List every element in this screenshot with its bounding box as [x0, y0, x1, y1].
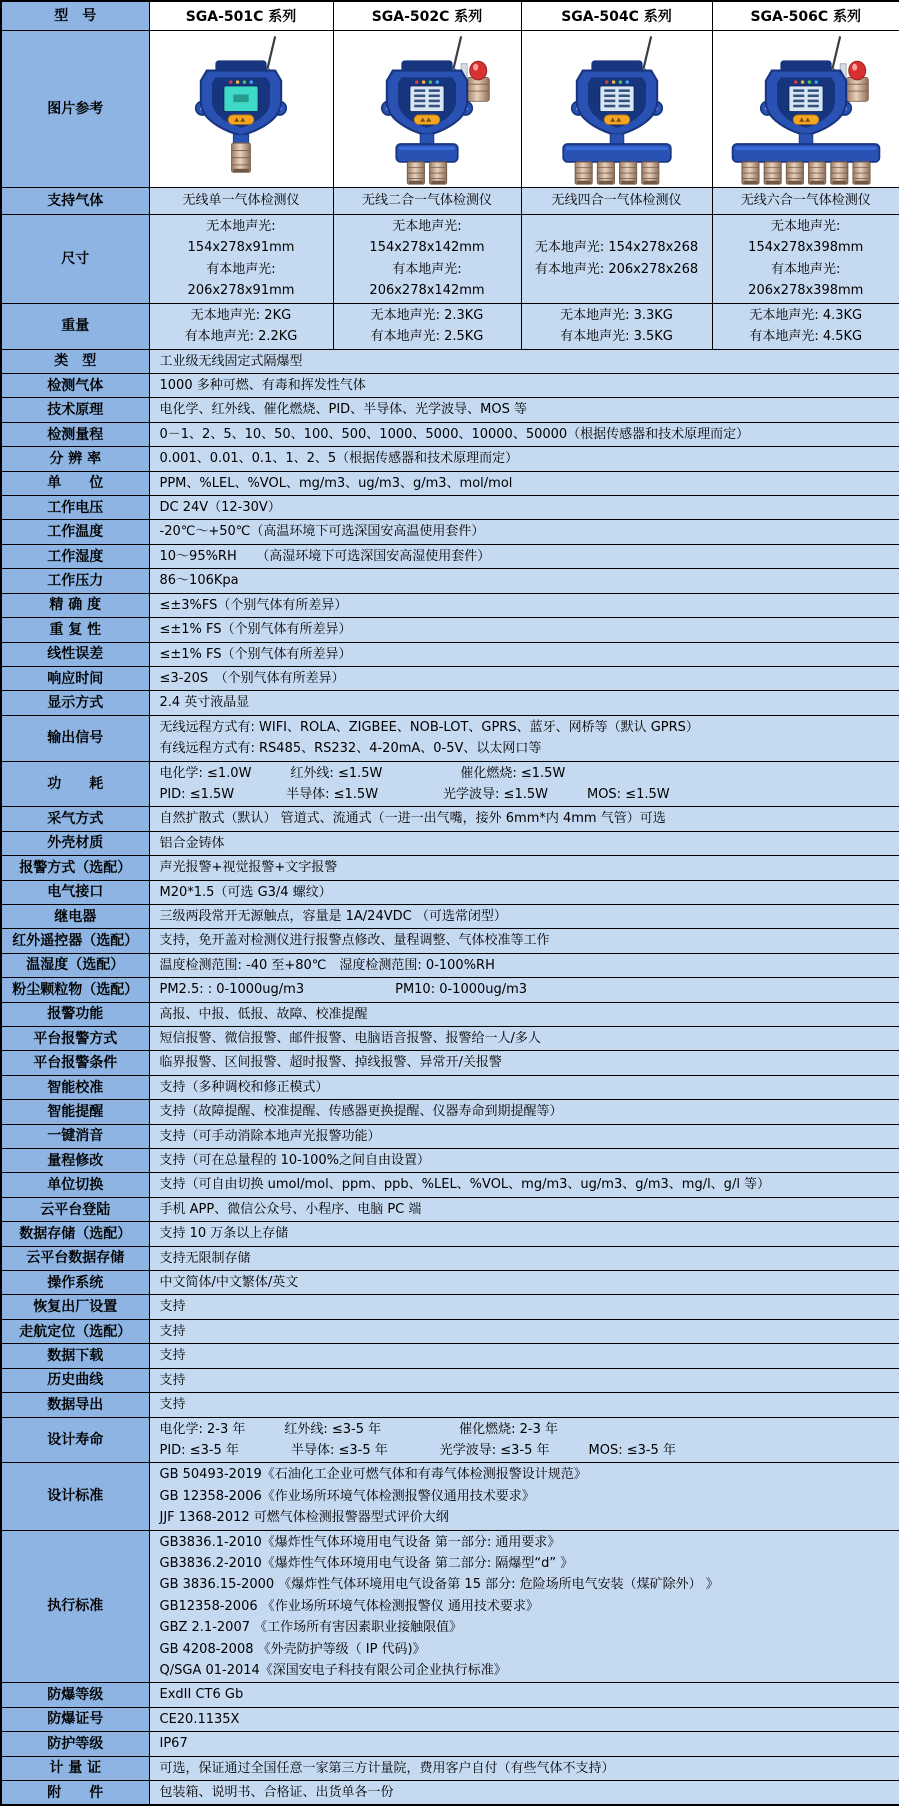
spec-row-label: 工作湿度	[1, 544, 149, 568]
spec-row-label: 平台报警方式	[1, 1027, 149, 1051]
spec-row-label: 智能提醒	[1, 1100, 149, 1124]
spec-row-value	[149, 1707, 899, 1731]
spec-line: PPM、%LEL、%VOL、mg/m3、ug/m3、g/m3、mol/mol	[159, 475, 513, 491]
spec-row-value	[149, 953, 899, 977]
spec-row-value	[149, 666, 899, 690]
model-name-sga-501c: SGA-501C 系列	[149, 1, 333, 31]
spec-row	[1, 1732, 899, 1756]
spec-row-value	[149, 1173, 899, 1197]
quad-line: 无本地声光: 2KG	[190, 307, 292, 323]
spec-row-value	[149, 1149, 899, 1173]
spec-row-label: 计 量 证	[1, 1756, 149, 1780]
spec-row	[1, 1197, 899, 1221]
quad-line: 有本地声光: 206x278x91mm	[187, 261, 295, 299]
spec-rows-body	[1, 349, 899, 1805]
spec-row-label: 数据下载	[1, 1344, 149, 1368]
spec-line: GB 50493-2019《石油化工企业可燃气体和有毒气体检测报警设计规范》	[159, 1467, 587, 1483]
quad-cell	[712, 215, 899, 304]
spec-row-value	[149, 618, 899, 642]
spec-line: 铝合金铸体	[159, 835, 225, 851]
spec-row	[1, 593, 899, 617]
model-name-sga-506c: SGA-506C 系列	[712, 1, 899, 31]
spec-row-label: 电气接口	[1, 880, 149, 904]
weight-row	[1, 303, 899, 349]
spec-row-label: 操作系统	[1, 1271, 149, 1295]
spec-row-label: 工作压力	[1, 569, 149, 593]
spec-row-value	[149, 929, 899, 953]
spec-row	[1, 856, 899, 880]
spec-row-value	[149, 422, 899, 446]
spec-row	[1, 642, 899, 666]
spec-line: 工业级无线固定式隔爆型	[159, 353, 303, 369]
spec-row	[1, 1368, 899, 1392]
spec-row-label: 报警功能	[1, 1002, 149, 1026]
spec-row-value	[149, 1463, 899, 1530]
spec-row-label: 技术原理	[1, 398, 149, 422]
spec-line: IP67	[159, 1736, 188, 1752]
spec-line: 支持（故障提醒、校准提醒、传感器更换提醒、仪器寿命到期提醒等）	[159, 1104, 563, 1120]
spec-row-value	[149, 1075, 899, 1099]
spec-row-label: 响应时间	[1, 666, 149, 690]
spec-row-value	[149, 807, 899, 831]
spec-line: 0.001、0.01、0.1、1、2、5（根据传感器和技术原理而定）	[159, 451, 519, 467]
spec-row-label: 附 件	[1, 1781, 149, 1806]
image-row-label: 图片参考	[1, 31, 149, 188]
spec-row	[1, 422, 899, 446]
spec-row-value	[149, 1344, 899, 1368]
quad-line: 无线单一气体检测仪	[182, 193, 300, 209]
product-image	[149, 31, 333, 188]
spec-row	[1, 1393, 899, 1417]
dimensions-row	[1, 215, 899, 304]
spec-line: 温度检测范围: -40 至+80℃ 湿度检测范围: 0-100%RH	[159, 957, 495, 973]
spec-row-label: 平台报警条件	[1, 1051, 149, 1075]
quad-cell	[149, 188, 333, 215]
spec-row	[1, 978, 899, 1002]
spec-row-value	[149, 1271, 899, 1295]
spec-line: ≤±3%FS（个别气体有所差异）	[159, 597, 348, 613]
spec-row	[1, 880, 899, 904]
spec-line: GB 3836.15-2000 《爆炸性气体环境用电气设备第 15 部分: 危险场所电气安装（煤矿除外） 》	[159, 1577, 719, 1593]
spec-line: 电化学: ≤1.0W 红外线: ≤1.5W 催化燃烧: ≤1.5W	[159, 765, 566, 781]
spec-row-label: 单位切换	[1, 1173, 149, 1197]
spec-line: PM2.5: : 0-1000ug/m3 PM10: 0-1000ug/m3	[159, 982, 528, 998]
quad-line: 有本地声光: 206x278x142mm	[369, 261, 485, 299]
spec-row-value	[149, 1368, 899, 1392]
model-name-sga-504c: SGA-504C 系列	[521, 1, 712, 31]
quad-line: 有本地声光: 206x278x398mm	[748, 261, 864, 299]
spec-line: 10～95%RH （高湿环境下可选深国安高湿使用套件）	[159, 548, 491, 564]
spec-line: 86～106Kpa	[159, 573, 239, 589]
product-image	[333, 31, 521, 188]
quad-cell	[521, 303, 712, 349]
spec-row-value	[149, 496, 899, 520]
spec-row	[1, 1756, 899, 1780]
spec-row-label: 类 型	[1, 349, 149, 373]
spec-line: GBZ 2.1-2007 《工作场所有害因素职业接触限值》	[159, 1620, 463, 1636]
spec-row-label: 输出信号	[1, 715, 149, 761]
model-name-sga-502c: SGA-502C 系列	[333, 1, 521, 31]
spec-row-value	[149, 1246, 899, 1270]
spec-row	[1, 1051, 899, 1075]
spec-row	[1, 1707, 899, 1731]
spec-line: PID: ≤3-5 年 半导体: ≤3-5 年 光学波导: ≤3-5 年 MOS: ≤3-5 年	[159, 1442, 676, 1458]
spec-row-value	[149, 1530, 899, 1683]
spec-row-label: 重 复 性	[1, 618, 149, 642]
spec-row-value	[149, 544, 899, 568]
spec-line: GB 4208-2008 《外壳防护等级（ IP 代码)》	[159, 1641, 426, 1657]
spec-line: 中文简体/中文繁体/英文	[159, 1275, 299, 1291]
spec-row	[1, 1417, 899, 1463]
spec-row	[1, 831, 899, 855]
quad-cell	[333, 215, 521, 304]
spec-row-label: 粉尘颗粒物（选配）	[1, 978, 149, 1002]
spec-row-value	[149, 447, 899, 471]
spec-row	[1, 1124, 899, 1148]
spec-row-value	[149, 471, 899, 495]
spec-line: CE20.1135X	[159, 1711, 240, 1727]
spec-row-value	[149, 1027, 899, 1051]
spec-row	[1, 447, 899, 471]
spec-row-value	[149, 1100, 899, 1124]
spec-row	[1, 1100, 899, 1124]
spec-line: 支持，免开盖对检测仪进行报警点修改、量程调整、气体校准等工作	[159, 933, 550, 949]
spec-row-value	[149, 691, 899, 715]
spec-row-label: 采气方式	[1, 807, 149, 831]
spec-row-label: 继电器	[1, 904, 149, 928]
spec-row	[1, 1319, 899, 1343]
spec-row	[1, 1002, 899, 1026]
spec-line: 支持	[159, 1299, 186, 1315]
spec-line: 包装箱、说明书、合格证、出货单各一份	[159, 1785, 394, 1800]
spec-row-value	[149, 349, 899, 373]
spec-row	[1, 374, 899, 398]
spec-row-value	[149, 1124, 899, 1148]
spec-line: 电化学: 2-3 年 红外线: ≤3-5 年 催化燃烧: 2-3 年	[159, 1421, 559, 1437]
spec-line: 支持	[159, 1348, 186, 1364]
gas-detector-illustration	[151, 33, 331, 185]
spec-line: PID: ≤1.5W 半导体: ≤1.5W 光学波导: ≤1.5W MOS: ≤1.5W	[159, 786, 670, 802]
spec-line: 无线远程方式有: WIFI、ROLA、ZIGBEE、NOB-LOT、GPRS、蓝牙、网桥等（默认 GPRS）	[159, 719, 699, 735]
spec-row	[1, 807, 899, 831]
spec-row-value	[149, 1417, 899, 1463]
spec-line: 电化学、红外线、催化燃烧、PID、半导体、光学波导、MOS 等	[159, 402, 528, 418]
spec-line: GB3836.2-2010《爆炸性气体环境用电气设备 第二部分: 隔爆型“d” 》	[159, 1555, 574, 1571]
supported-gas-row	[1, 188, 899, 215]
spec-row	[1, 398, 899, 422]
product-image	[521, 31, 712, 188]
spec-row	[1, 953, 899, 977]
spec-row-label: 云平台登陆	[1, 1197, 149, 1221]
spec-row	[1, 496, 899, 520]
quad-line: 无本地声光: 154x278x398mm	[748, 219, 864, 256]
model-header-row	[1, 1, 899, 31]
spec-row-label: 设计标准	[1, 1463, 149, 1530]
spec-row-label: 历史曲线	[1, 1368, 149, 1392]
spec-line: ≤3-20S （个别气体有所差异）	[159, 670, 345, 686]
quad-line: 无本地声光: 154x278x142mm	[369, 219, 485, 256]
spec-row-label: 设计寿命	[1, 1417, 149, 1463]
quad-cell	[333, 188, 521, 215]
spec-row-value	[149, 642, 899, 666]
spec-row-label: 显示方式	[1, 691, 149, 715]
spec-line: 三级两段常开无源触点，容量是 1A/24VDC （可选常闭型）	[159, 908, 507, 924]
spec-row-label: 防护等级	[1, 1732, 149, 1756]
quad-row-label: 支持气体	[1, 188, 149, 215]
spec-line: 支持（多种调校和修正模式）	[159, 1079, 329, 1095]
spec-row-label: 防爆等级	[1, 1683, 149, 1707]
spec-row	[1, 1173, 899, 1197]
spec-row-value	[149, 1051, 899, 1075]
spec-row-label: 工作温度	[1, 520, 149, 544]
spec-row	[1, 1222, 899, 1246]
spec-line: 支持（可手动消除本地声光报警功能）	[159, 1128, 381, 1144]
quad-row-label: 重量	[1, 303, 149, 349]
quad-line: 无线二合一气体检测仪	[361, 193, 492, 209]
quad-line: 无本地声光: 154x278x268	[534, 240, 699, 256]
spec-row-value	[149, 569, 899, 593]
spec-row-value	[149, 715, 899, 761]
spec-row-label: 外壳材质	[1, 831, 149, 855]
spec-row-label: 恢复出厂设置	[1, 1295, 149, 1319]
spec-row-value	[149, 1222, 899, 1246]
spec-line: GB 12358-2006《作业场所环境气体检测报警仪通用技术要求》	[159, 1488, 535, 1504]
quad-line: 无本地声光: 154x278x91mm	[187, 219, 295, 256]
spec-line: Q/SGA 01-2014《深国安电子科技有限公司企业执行标准》	[159, 1662, 507, 1678]
spec-row-label: 分 辨 率	[1, 447, 149, 471]
spec-row-value	[149, 978, 899, 1002]
spec-row	[1, 1530, 899, 1683]
spec-row-label: 智能校准	[1, 1075, 149, 1099]
spec-row	[1, 1295, 899, 1319]
quad-cell	[521, 188, 712, 215]
spec-line: 支持无限制存储	[159, 1250, 251, 1266]
spec-line: 支持 10 万条以上存储	[159, 1226, 289, 1242]
spec-row-value	[149, 1732, 899, 1756]
quad-cell	[712, 188, 899, 215]
spec-line: 有线远程方式有: RS485、RS232、4-20mA、0-5V、以太网口等	[159, 741, 542, 757]
spec-line: GB3836.1-2010《爆炸性气体环境用电气设备 第一部分: 通用要求》	[159, 1534, 561, 1550]
spec-row	[1, 1149, 899, 1173]
spec-row	[1, 761, 899, 807]
quad-row-label: 尺寸	[1, 215, 149, 304]
spec-row-label: 工作电压	[1, 496, 149, 520]
quad-line: 有本地声光: 206x278x268	[534, 261, 699, 277]
quad-line: 有本地声光: 2.2KG	[184, 329, 298, 345]
header-label: 型 号	[1, 1, 149, 31]
spec-line: 2.4 英寸液晶显	[159, 695, 250, 711]
spec-row-label: 云平台数据存储	[1, 1246, 149, 1270]
spec-row	[1, 544, 899, 568]
spec-row	[1, 1781, 899, 1806]
spec-line: JJF 1368-2012 可燃气体检测报警器型式评价大纲	[159, 1510, 449, 1526]
product-image	[712, 31, 899, 188]
quad-line: 有本地声光: 2.5KG	[370, 329, 484, 345]
spec-row-label: 走航定位（选配）	[1, 1319, 149, 1343]
spec-line: 可选，保证通过全国任意一家第三方计量院，费用客户自付（有些气体不支持）	[159, 1760, 615, 1776]
quad-cell	[149, 215, 333, 304]
spec-row-label: 防爆证号	[1, 1707, 149, 1731]
quad-line: 有本地声光: 3.5KG	[560, 329, 673, 345]
spec-row	[1, 1027, 899, 1051]
spec-line: 短信报警、微信报警、邮件报警、电脑语音报警、报警给一人/多人	[159, 1031, 541, 1046]
quad-line: 无本地声光: 2.3KG	[370, 307, 484, 323]
spec-row-label: 报警方式（选配）	[1, 856, 149, 880]
spec-row-value	[149, 1002, 899, 1026]
spec-line: GB12358-2006 《作业场所环境气体检测报警仪 通用技术要求》	[159, 1598, 539, 1614]
gas-detector-illustration	[527, 33, 707, 185]
quad-cell	[712, 303, 899, 349]
quad-cell	[521, 215, 712, 304]
spec-row-value	[149, 1319, 899, 1343]
spec-row-value	[149, 856, 899, 880]
spec-row	[1, 1344, 899, 1368]
spec-line: 手机 APP、微信公众号、小程序、电脑 PC 端	[159, 1201, 422, 1217]
spec-row-value	[149, 398, 899, 422]
spec-row	[1, 929, 899, 953]
spec-line: 声光报警+视觉报警+文字报警	[159, 860, 338, 876]
spec-row-value	[149, 880, 899, 904]
spec-line: ≤±1% FS（个别气体有所差异）	[159, 622, 352, 638]
spec-row	[1, 715, 899, 761]
spec-line: 临界报警、区间报警、超时报警、掉线报警、异常开/关报警	[159, 1055, 502, 1071]
spec-row-label: 精 确 度	[1, 593, 149, 617]
spec-row-label: 线性误差	[1, 642, 149, 666]
spec-row-label: 单 位	[1, 471, 149, 495]
spec-row-label: 红外遥控器（选配）	[1, 929, 149, 953]
spec-line: 0－1、2、5、10、50、100、500、1000、5000、10000、50000（根据传感器和技术原理而定）	[159, 426, 750, 442]
spec-row	[1, 1271, 899, 1295]
quad-line: 无线六合一气体检测仪	[740, 193, 871, 209]
spec-row-label: 功 耗	[1, 761, 149, 807]
spec-line: 支持	[159, 1372, 186, 1388]
spec-row	[1, 1246, 899, 1270]
spec-row-label: 数据导出	[1, 1393, 149, 1417]
spec-row	[1, 666, 899, 690]
spec-line: -20℃～+50℃（高温环境下可选深国安高温使用套件）	[159, 524, 485, 540]
quad-cell	[149, 303, 333, 349]
quad-line: 无本地声光: 3.3KG	[560, 307, 673, 323]
spec-line: ≤±1% FS（个别气体有所差异）	[159, 646, 352, 662]
spec-row	[1, 691, 899, 715]
spec-row-value	[149, 831, 899, 855]
spec-line: 支持	[159, 1323, 186, 1339]
spec-row-label: 数据存储（选配）	[1, 1222, 149, 1246]
spec-line: 高报、中报、低报、故障、校准提醒	[159, 1006, 368, 1022]
spec-row-label: 一键消音	[1, 1124, 149, 1148]
spec-row-value	[149, 1781, 899, 1806]
spec-row	[1, 904, 899, 928]
quad-line: 有本地声光: 4.5KG	[749, 329, 863, 345]
spec-row	[1, 618, 899, 642]
spec-row-value	[149, 904, 899, 928]
spec-row	[1, 1683, 899, 1707]
spec-row-value	[149, 1683, 899, 1707]
spec-row-label: 温湿度（选配）	[1, 953, 149, 977]
spec-line: 自然扩散式（默认） 管道式、流通式（一进一出气嘴，接外 6mm*内 4mm 气管）可选	[159, 811, 666, 827]
spec-row-value	[149, 1756, 899, 1780]
quad-line: 无本地声光: 4.3KG	[749, 307, 863, 323]
spec-line: 1000 多种可燃、有毒和挥发性气体	[159, 378, 366, 394]
spec-row-value	[149, 1295, 899, 1319]
spec-row-label: 量程修改	[1, 1149, 149, 1173]
spec-row-value	[149, 520, 899, 544]
spec-line: ExdII CT6 Gb	[159, 1687, 244, 1703]
spec-row-value	[149, 761, 899, 807]
gas-detector-illustration	[716, 33, 896, 185]
image-reference-row	[1, 31, 899, 188]
spec-row	[1, 520, 899, 544]
quad-cell	[333, 303, 521, 349]
spec-row	[1, 471, 899, 495]
spec-row-value	[149, 374, 899, 398]
spec-line: M20*1.5（可选 G3/4 螺纹）	[159, 884, 332, 900]
spec-line: 支持（可在总量程的 10-100%之间自由设置）	[159, 1153, 431, 1169]
quad-line: 无线四合一气体检测仪	[551, 193, 682, 209]
spec-row-label: 检测量程	[1, 422, 149, 446]
spec-row	[1, 1075, 899, 1099]
spec-row	[1, 349, 899, 373]
spec-row-value	[149, 1393, 899, 1417]
spec-line: 支持（可自由切换 umol/mol、ppm、ppb、%LEL、%VOL、mg/m3、ug/m3、g/m3、mg/l、g/l 等）	[159, 1177, 771, 1193]
spec-row-label: 执行标准	[1, 1530, 149, 1683]
spec-row-value	[149, 593, 899, 617]
spec-line: DC 24V（12-30V）	[159, 500, 281, 516]
gas-detector-illustration	[337, 33, 517, 185]
spec-row	[1, 1463, 899, 1530]
spec-row	[1, 569, 899, 593]
spec-row-value	[149, 1197, 899, 1221]
spec-row-label: 检测气体	[1, 374, 149, 398]
spec-line: 支持	[159, 1397, 186, 1413]
